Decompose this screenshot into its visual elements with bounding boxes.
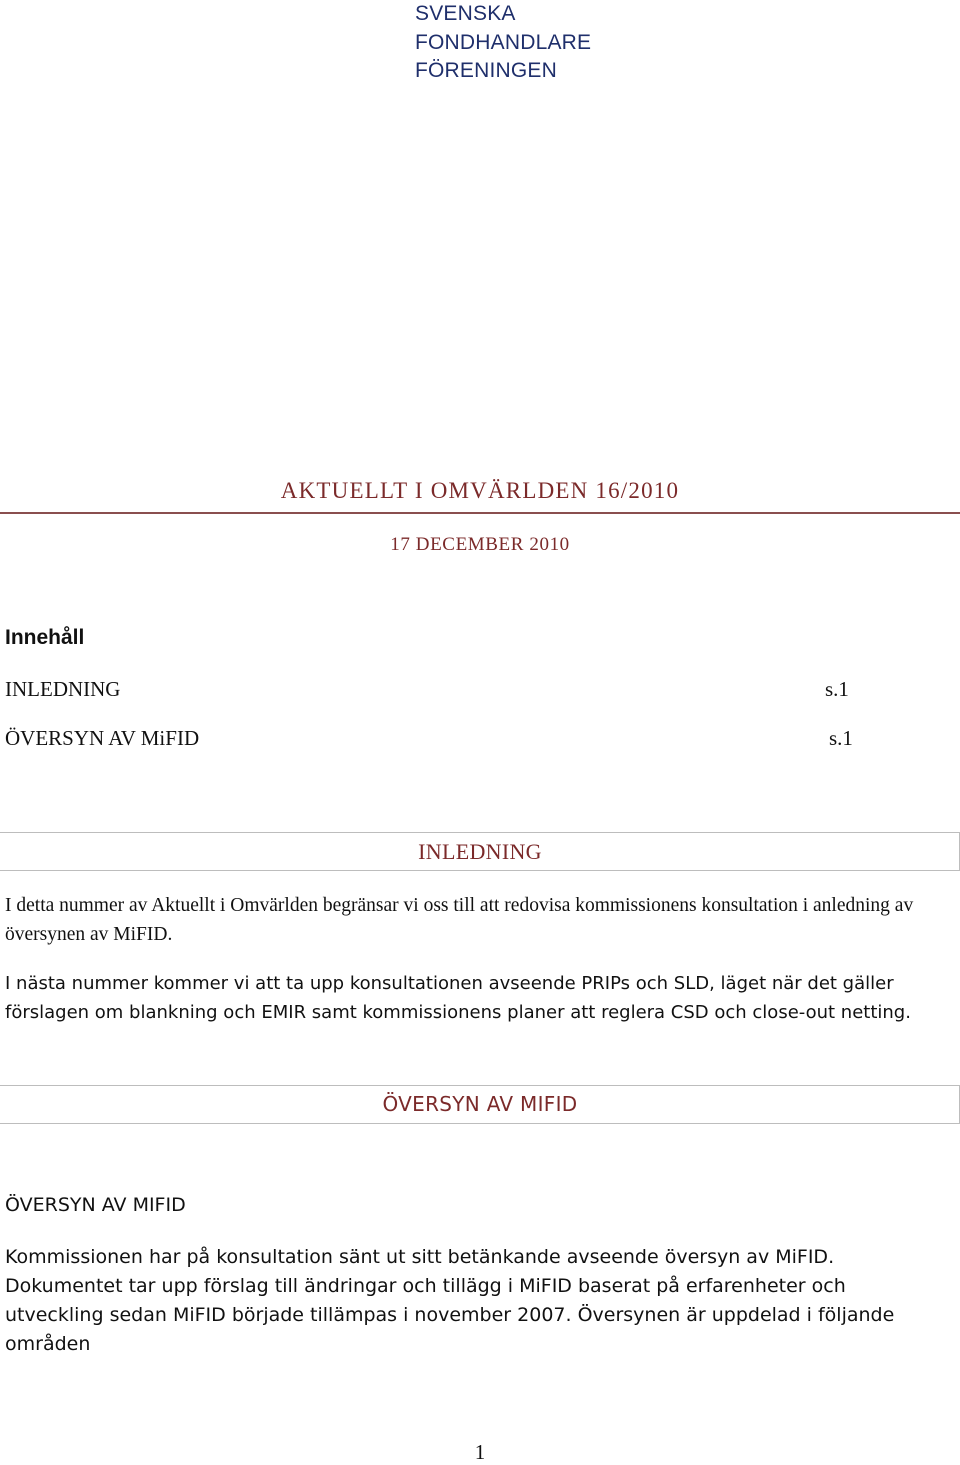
section-rule-top [0, 832, 960, 833]
page-number: 1 [474, 1440, 486, 1464]
subsection-heading: ÖVERSYN AV MIFID [5, 1194, 186, 1216]
toc-item-label[interactable]: INLEDNING [5, 677, 121, 701]
logo-line-2: FONDHANDLARE [415, 30, 592, 54]
organization-logo [415, 0, 591, 86]
logo-line-3: FÖRENINGEN [415, 59, 558, 82]
document-date: 17 DECEMBER 2010 [390, 534, 570, 555]
logo-line-1: SVENSKA [415, 2, 516, 25]
section-rule-bottom [0, 870, 960, 871]
section-header-mifid [0, 1085, 960, 1123]
document-title: AKTUELLT I OMVÄRLDEN 16/2010 [280, 478, 680, 503]
intro-paragraph-2: I nästa nummer kommer vi att ta upp konsultationen avseende PRIPs och SLD, läget när det gäller förslagen om blankning och EMIR samt kommissionens planer att reglera CSD och close-out netting. [5, 973, 911, 1023]
toc-item-label[interactable]: ÖVERSYN AV MiFID [5, 726, 200, 750]
section-heading: ÖVERSYN AV MIFID [382, 1092, 578, 1116]
section-header-intro [0, 832, 960, 870]
toc-heading: Innehåll [5, 626, 85, 649]
section-rule-bottom [0, 1123, 960, 1124]
intro-paragraph-1: I detta nummer av Aktuellt i Omvärlden begränsar vi oss till att redovisa kommissionens konsultation i anledning av översynen av MiFID. [5, 895, 914, 945]
title-divider [0, 512, 960, 514]
mifid-paragraph-1: Kommissionen har på konsultation sänt ut sitt betänkande avseende översyn av MiFID. Dokumentet tar upp förslag till ändringar och tillägg i MiFID baserat på erfarenheter och utveckling sedan MiFID började tillämpas i november 2007. Översynen är uppdelad i följande områden [5, 1246, 895, 1355]
section-heading: INLEDNING [418, 839, 542, 864]
toc-item-page: s.1 [825, 677, 849, 701]
section-rule-top [0, 1085, 960, 1086]
toc-item-page: s.1 [829, 726, 853, 750]
